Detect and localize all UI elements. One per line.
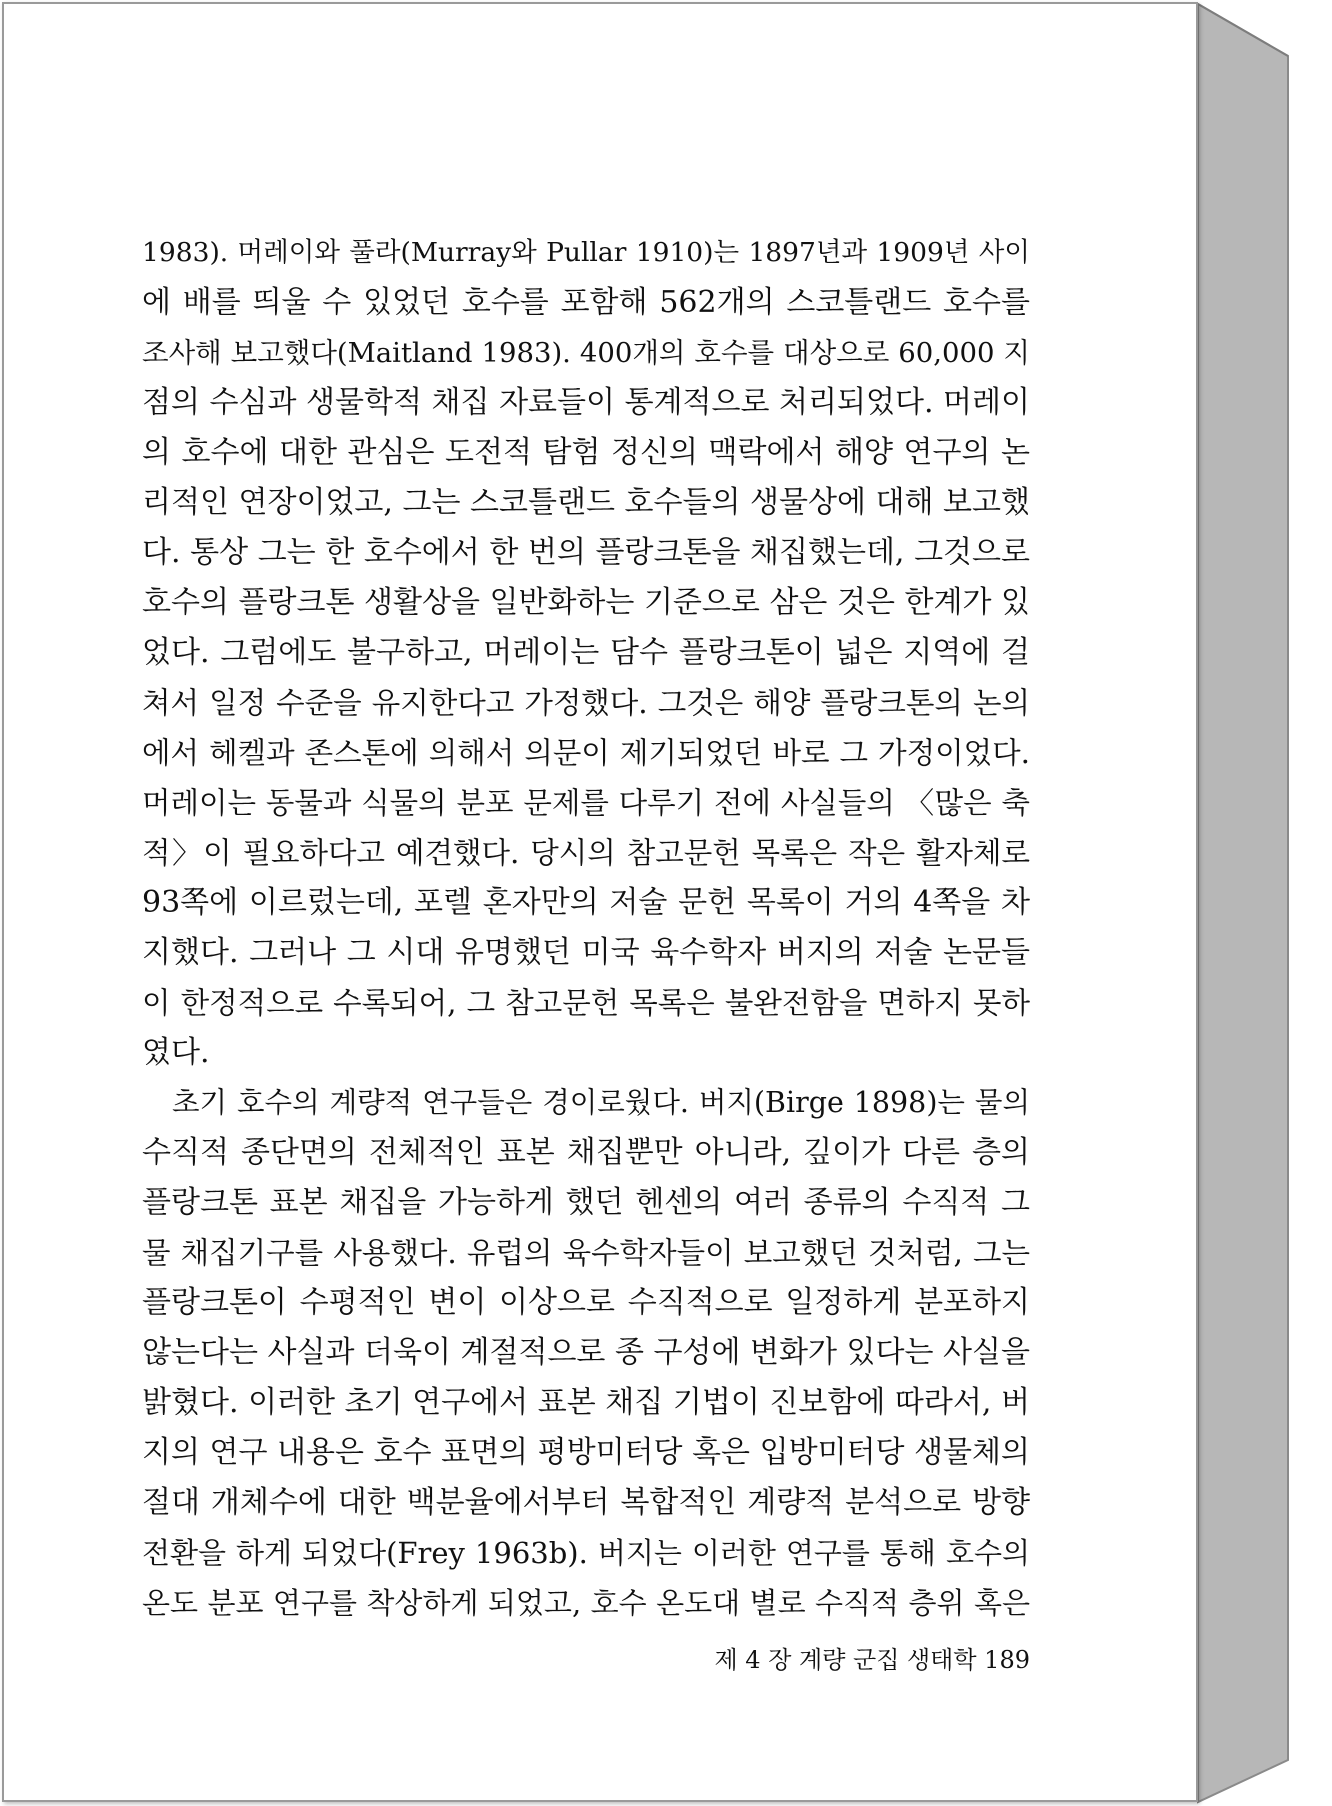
text-line: 적〉이 필요하다고 예견했다. 당시의 참고문헌 목록은 작은 활자체로 [142, 836, 1030, 870]
text-line: 플랑크톤 표본 채집을 가능하게 했던 헨센의 여러 종류의 수직적 그 [142, 1185, 1030, 1220]
text-line: 리적인 연장이었고, 그는 스코틀랜드 호수들의 생물상에 대해 보고했 [142, 485, 1030, 520]
text-line: 다. 통상 그는 한 호수에서 한 번의 플랑크톤을 채집했는데, 그것으로 [142, 535, 1030, 570]
text-line: 점의 수심과 생물학적 채집 자료들이 통계적으로 처리되었다. 머레이 [142, 385, 1030, 420]
text-line: 밝혔다. 이러한 초기 연구에서 표본 채집 기법이 진보함에 따라서, 버 [142, 1385, 1030, 1420]
text-line: 었다. 그럼에도 불구하고, 머레이는 담수 플랑크톤이 넓은 지역에 걸 [142, 635, 1030, 670]
text-line: 전환을 하게 되었다(Frey 1963b). 버지는 이러한 연구를 통해 호수의 [142, 1536, 1030, 1570]
text-line: 지의 연구 내용은 호수 표면의 평방미터당 혹은 입방미터당 생물체의 [142, 1435, 1030, 1470]
text-line: 이 한정적으로 수록되어, 그 참고문헌 목록은 불완전함을 면하지 못하 [142, 986, 1030, 1020]
text-line: 조사해 보고했다(Maitland 1983). 400개의 호수를 대상으로 60,000 지 [142, 337, 1030, 369]
text-line: 에 배를 띄울 수 있었던 호수를 포함해 562개의 스코틀랜드 호수를 [142, 285, 1030, 320]
text-line: 지했다. 그러나 그 시대 유명했던 미국 육수학자 버지의 저술 논문들 [142, 935, 1030, 970]
text-line: 절대 개체수에 대한 백분율에서부터 복합적인 계량적 분석으로 방향 [142, 1485, 1030, 1520]
text-line: 1983). 머레이와 풀라(Murray와 Pullar 1910)는 1897년과 1909년 사이 [142, 237, 1030, 268]
text-line: 물 채집기구를 사용했다. 유럽의 육수학자들이 보고했던 것처럼, 그는 [142, 1236, 1030, 1270]
body-text [142, 228, 1030, 1628]
text-line: 온도 분포 연구를 착상하게 되었고, 호수 온도대 별로 수직적 층위 혹은 [142, 1586, 1030, 1620]
text-line: 않는다는 사실과 더욱이 계절적으로 종 구성에 변화가 있다는 사실을 [142, 1335, 1030, 1370]
text-line: 였다. [142, 1035, 210, 1070]
text-line: 호수의 플랑크톤 생활상을 일반화하는 기준으로 삼은 것은 한계가 있 [142, 585, 1030, 620]
text-line: 머레이는 동물과 식물의 분포 문제를 다루기 전에 사실들의 〈많은 축 [142, 786, 1030, 820]
text-line: 의 호수에 대한 관심은 도전적 탐험 정신의 맥락에서 해양 연구의 논 [142, 435, 1030, 470]
text-line: 수직적 종단면의 전체적인 표본 채집뿐만 아니라, 깊이가 다른 층의 [142, 1135, 1030, 1170]
text-line: 초기 호수의 계량적 연구들은 경이로웠다. 버지(Birge 1898)는 물의 [172, 1086, 1030, 1119]
text-line: 93쪽에 이르렀는데, 포렐 혼자만의 저술 문헌 목록이 거의 4쪽을 차 [142, 885, 1030, 920]
page-footer: 제 4 장 계량 군집 생태학 189 [714, 1646, 1030, 1674]
text-line: 에서 헤켈과 존스톤에 의해서 의문이 제기되었던 바로 그 가정이었다. [142, 736, 1030, 770]
text-line: 플랑크톤이 수평적인 변이 이상으로 수직적으로 일정하게 분포하지 [142, 1285, 1030, 1320]
text-line: 쳐서 일정 수준을 유지한다고 가정했다. 그것은 해양 플랑크톤의 논의 [142, 686, 1030, 720]
